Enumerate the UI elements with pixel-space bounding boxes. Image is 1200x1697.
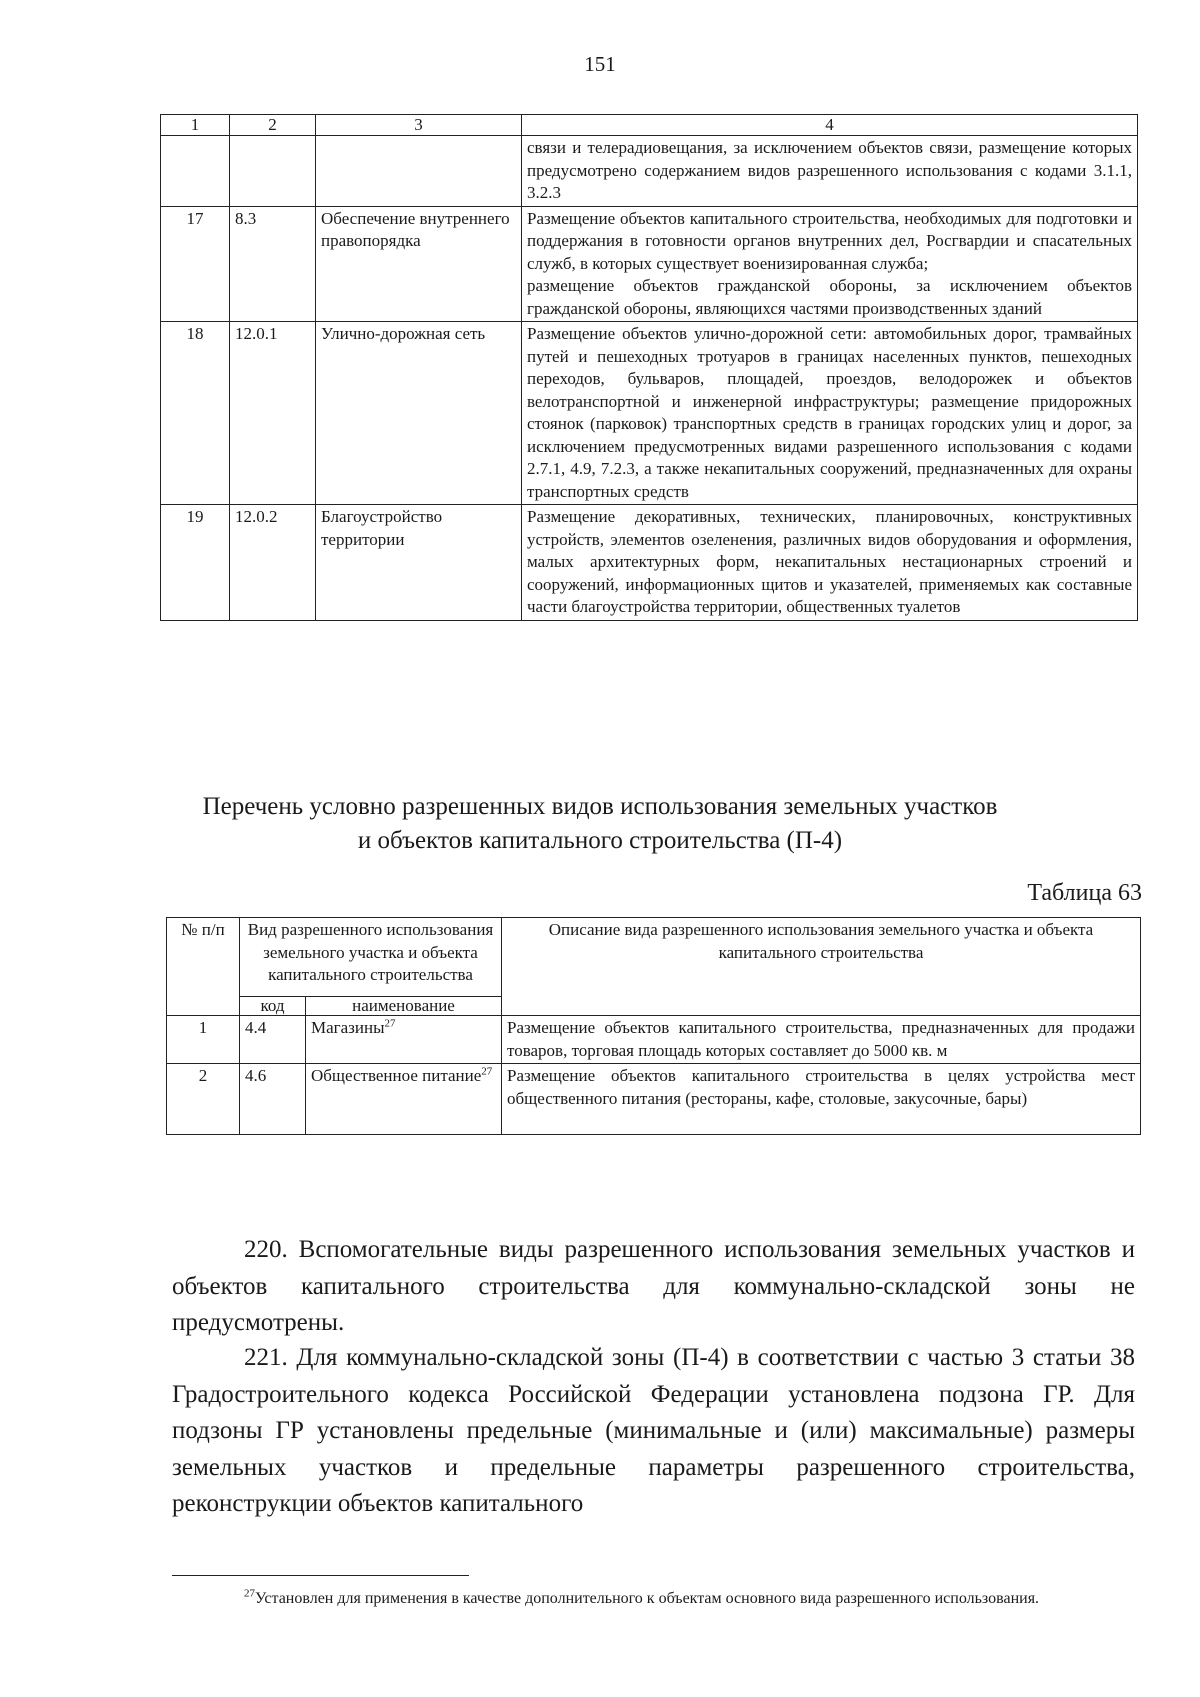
row-description: Размещение декоративных, технических, планировочных, конструктивных устройств, элементов озеленения, различных видов оборудования и оформления, малых архитектурных форм, некапитальных нестационарных строений и сооружений, информационных щитов и указателей, применяемых как составные части благоустройства территории, общественных туалетов [522,505,1138,621]
row-code: 12.0.2 [230,505,316,621]
row-number: 19 [161,505,230,621]
row-number [161,136,230,207]
paragraph-220-text: 220. Вспомогательные виды разрешенного использования земельных участков и объектов капитального строительства для коммунально-складской зоны не предусмотрены. [172,1236,1135,1336]
row-description [522,206,1138,322]
row-name: Обеспечение внутреннего правопорядка [316,206,522,322]
header-permitted-use-kind: Вид разрешенного использования земельного участка и объекта капитального строительства [240,918,502,997]
footnote-mark: 27 [244,1587,255,1600]
header-description: Описание вида разрешенного использования земельного участка и объекта капитального строительства [502,918,1141,1016]
footnote [172,1588,1137,1610]
table-row [167,1064,1141,1135]
paragraph-221-text: 221. Для коммунально-складской зоны (П-4) в соответствии с частью 3 статьи 38 Градостроительного кодекса Российской Федерации установлена подзона ГР. Для подзоны ГР установлены предельные (минимальные и (или) максимальные) размеры земельных участков и предельные параметры разрешенного строительства, реконструкции объектов капитального [172,1344,1135,1517]
paragraph-221 [172,1340,1135,1523]
row-name: Улично-дорожная сеть [316,322,522,505]
row-description: связи и телерадиовещания, за исключением объектов связи, размещение которых предусмотрено содержанием видов разрешенного использования с кодами 3.1.1, 3.2.3 [522,136,1138,207]
section-title-line-1: Перечень условно разрешенных видов использования земельных участков [202,793,998,820]
header-code: код [240,997,306,1016]
table-row [161,505,1138,621]
footnote-reference: 27 [384,1017,396,1030]
permitted-uses-table-continuation [160,114,1138,621]
row-name-text: Магазины [311,1018,385,1037]
table-header-row [161,115,1138,136]
row-name: Благоустройство территории [316,505,522,621]
section-title-line-2: и объектов капитального строительства (П-4) [357,827,843,854]
table-header-row [167,918,1141,997]
row-name [306,1064,502,1135]
row-number: 17 [161,206,230,322]
table-caption: Таблица 63 [1027,880,1142,906]
row-number: 2 [167,1064,240,1135]
table-row [161,206,1138,322]
column-number-1: 1 [161,115,230,136]
row-code: 4.6 [240,1064,306,1135]
row-description: Размещение объектов капитального строительства, предназначенных для продажи товаров, торговая площадь которых составляет до 5000 кв. м [502,1016,1141,1064]
section-title [0,790,1200,858]
footnote-separator [172,1575,469,1576]
row-name [316,136,522,207]
footnote-text: Установлен для применения в качестве дополнительного к объектам основного вида разрешенного использования. [255,1590,1040,1607]
footnote-reference: 27 [481,1065,493,1078]
row-description-part-1: Размещение объектов капитального строительства, необходимых для подготовки и поддержания в готовности органов внутренних дел, Росгвардии и спасательных служб, в которых существует военизированная служба; [527,208,1132,273]
header-name: наименование [306,997,502,1016]
row-code: 12.0.1 [230,322,316,505]
page-number: 151 [584,52,616,76]
row-code [230,136,316,207]
column-number-3: 3 [316,115,522,136]
row-name [306,1016,502,1064]
paragraph-220 [172,1232,1135,1342]
header-number: № п/п [167,918,240,1016]
row-code: 8.3 [230,206,316,322]
table-row [161,322,1138,505]
row-name-text: Общественное питание [311,1066,482,1085]
row-description: Размещение объектов капитального строительства в целях устройства мест общественного питания (рестораны, кафе, столовые, закусочные, бары) [502,1064,1141,1135]
row-description: Размещение объектов улично-дорожной сети: автомобильных дорог, трамвайных путей и пешеходных тротуаров в границах населенных пунктов, пешеходных переходов, бульваров, площадей, проездов, велодорожек и объектов велотранспортной и инженерной инфраструктуры; размещение придорожных стоянок (парковок) транспортных средств в границах городских улиц и дорог, за исключением предусмотренных видами разрешенного использования с кодами 2.7.1, 4.9, 7.2.3, а также некапитальных сооружений, предназначенных для охраны транспортных средств [522,322,1138,505]
column-number-2: 2 [230,115,316,136]
conditional-uses-table [166,917,1141,1135]
row-number: 18 [161,322,230,505]
table-row [161,136,1138,207]
column-number-4: 4 [522,115,1138,136]
row-description-part-2: размещение объектов гражданской обороны, за исключением объектов гражданской обороны, являющихся частями производственных зданий [527,276,1132,318]
table-row [167,1016,1141,1064]
row-code: 4.4 [240,1016,306,1064]
row-number: 1 [167,1016,240,1064]
